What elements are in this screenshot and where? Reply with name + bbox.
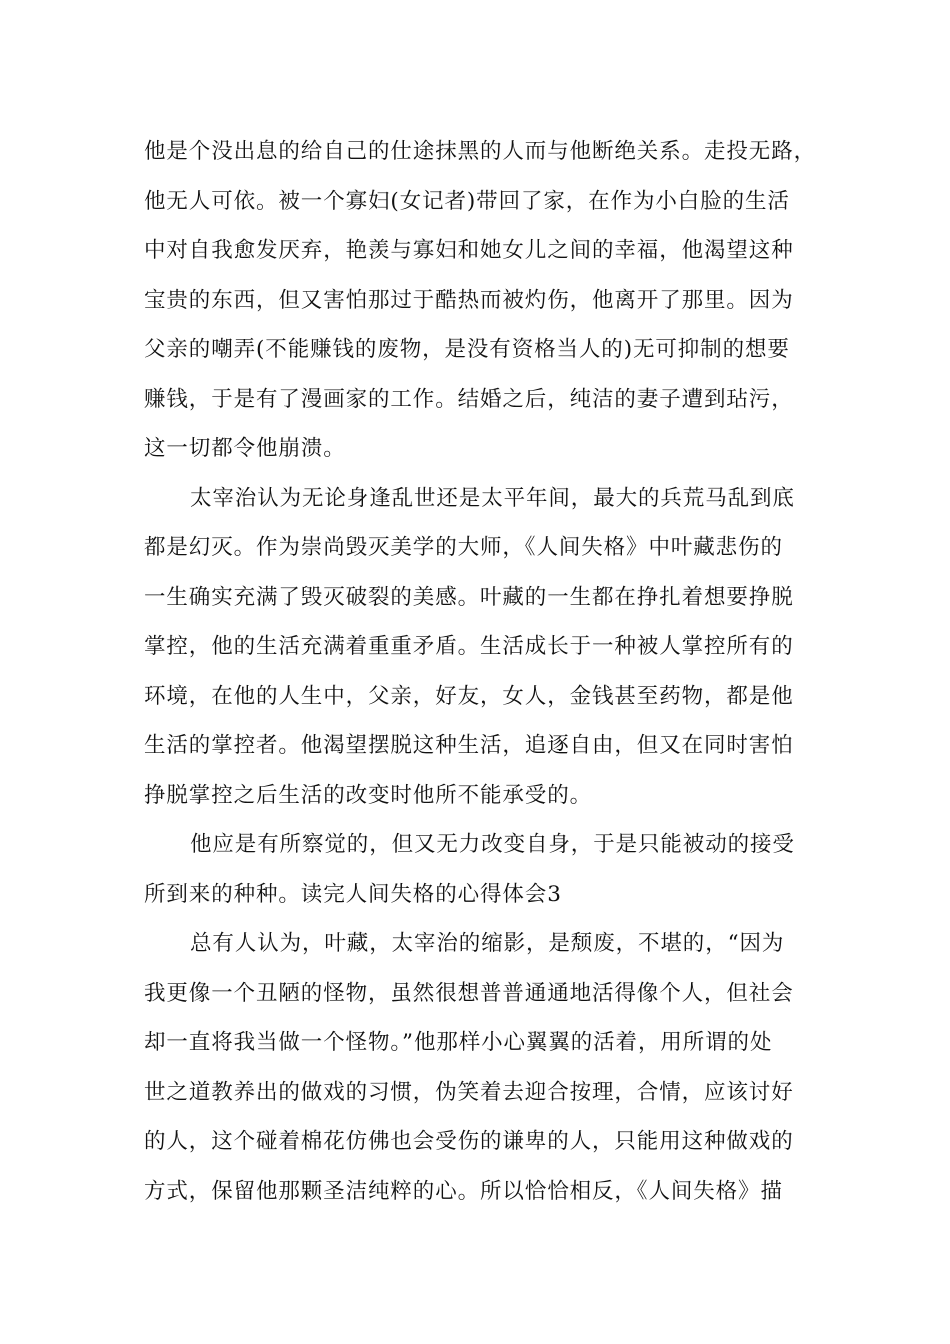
text-line: 赚钱，于是有了漫画家的工作。结婚之后，纯洁的妻子遭到玷污， (144, 386, 794, 412)
text-line: 他无人可依。被一个寡妇(女记者)带回了家，在作为小白脸的生活 (144, 188, 790, 214)
text-line: 的人，这个碰着棉花仿佛也会受伤的谦卑的人，只能用这种做戏的 (144, 1129, 794, 1154)
text-line: 中对自我愈发厌弃，艳羡与寡妇和她女儿之间的幸福，他渴望这种 (144, 238, 794, 263)
paragraph-first-line: 太宰治认为无论身逢乱世还是太平年间，最大的兵荒马乱到底 (190, 485, 795, 511)
text-line: 却一直将我当做一个怪物。”他那样小心翼翼的活着，用所谓的处 (144, 1030, 773, 1055)
text-line: 宝贵的东西，但又害怕那过于酷热而被灼伤，他离开了那里。因为 (144, 287, 794, 313)
text-line: 挣脱掌控之后生活的改变时他所不能承受的。 (144, 782, 593, 808)
text-line: 方式，保留他那颗圣洁纯粹的心。所以恰恰相反，《人间失格》描 (144, 1178, 783, 1204)
text-line: 环境，在他的人生中，父亲，好友，女人，金钱甚至药物，都是他 (144, 683, 794, 709)
text-line: 掌控，他的生活充满着重重矛盾。生活成长于一种被人掌控所有的 (144, 634, 794, 659)
text-line: 我更像一个丑陋的怪物，虽然很想普普通通地活得像个人，但社会 (144, 980, 794, 1006)
paragraph-first-line: 他应是有所察觉的，但又无力改变自身，于是只能被动的接受 (190, 832, 795, 857)
text-line: 这一切都令他崩溃。 (144, 436, 346, 461)
text-line: 一生确实充满了毁灭破裂的美感。叶藏的一生都在挣扎着想要挣脱 (144, 584, 794, 610)
body-text (144, 127, 817, 1216)
paragraph-first-line: 总有人认为，叶藏，太宰治的缩影，是颓废，不堪的，“因为 (190, 931, 785, 956)
text-line: 生活的掌控者。他渴望摆脱这种生活，追逐自由，但又在同时害怕 (144, 733, 794, 758)
text-line: 所到来的种种。读完人间失格的心得体会3 (144, 881, 562, 907)
text-line: 世之道教养出的做戏的习惯，伪笑着去迎合按理，合情，应该讨好 (144, 1079, 794, 1105)
text-line: 都是幻灭。作为崇尚毁灭美学的大师，《人间失格》中叶藏悲伤的 (144, 535, 783, 560)
text-line: 父亲的嘲弄(不能赚钱的废物，是没有资格当人的)无可抑制的想要 (144, 337, 790, 362)
text-line: 他是个没出息的给自己的仕途抹黑的人而与他断绝关系。走投无路， (144, 139, 817, 164)
